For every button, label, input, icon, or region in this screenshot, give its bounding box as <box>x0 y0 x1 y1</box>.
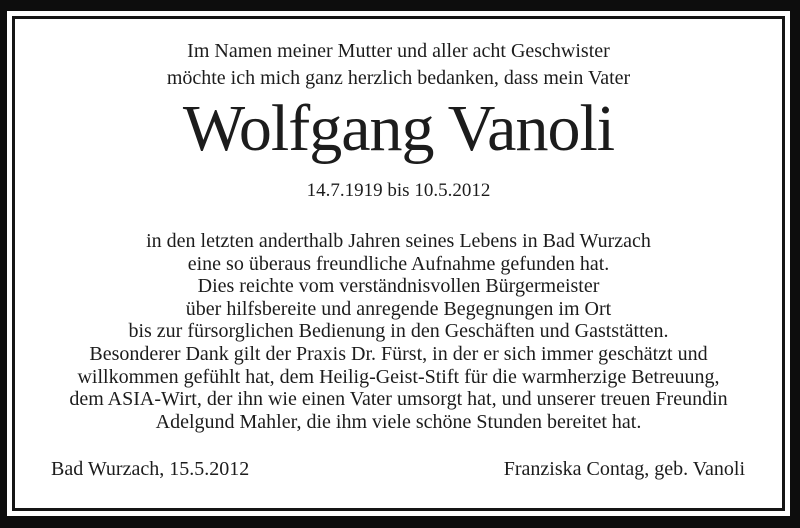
frame-white-line <box>7 11 790 516</box>
frame-inner-rule <box>12 16 785 511</box>
body-line: über hilfsbereite und anregende Begegnungen im Ort <box>185 297 612 320</box>
body-line: eine so überaus freundliche Aufnahme gefunden hat. <box>187 252 610 275</box>
body-line: dem ASIA-Wirt, der ihn wie einen Vater umsorgt hat, und unserer treuen Freundin <box>69 388 728 411</box>
body-line: Adelgund Mahler, die ihm viele schöne Stunden bereitet hat. <box>155 410 642 433</box>
body-line: bis zur fürsorglichen Bedienung in den Geschäften und Gaststätten. <box>128 320 669 343</box>
body-line: in den letzten anderthalb Jahren seines Lebens in Bad Wurzach <box>146 230 651 252</box>
life-dates: 14.7.1919 bis 10.5.2012 <box>306 180 491 201</box>
deceased-name: Wolfgang Vanoli <box>182 92 615 165</box>
intro-line-2: möchte ich mich ganz herzlich bedanken, dass mein Vater <box>166 67 631 89</box>
intro-text <box>15 38 782 92</box>
signature-name: Franziska Contag, geb. Vanoli <box>503 458 745 481</box>
signature-row <box>15 457 782 481</box>
body-line: Besonderer Dank gilt der Praxis Dr. Fürst, in der er sich immer geschätzt und <box>89 342 708 365</box>
body-line: willkommen gefühlt hat, dem Heilig-Geist-Stift für die warmherzige Betreuung, <box>77 365 720 388</box>
intro-line-1: Im Namen meiner Mutter und aller acht Geschwister <box>187 40 610 62</box>
body-line: Dies reichte vom verständnisvollen Bürgermeister <box>197 275 600 298</box>
thanks-paragraph <box>15 230 782 433</box>
notice-content <box>15 38 782 481</box>
signature-place-date: Bad Wurzach, 15.5.2012 <box>51 458 250 481</box>
